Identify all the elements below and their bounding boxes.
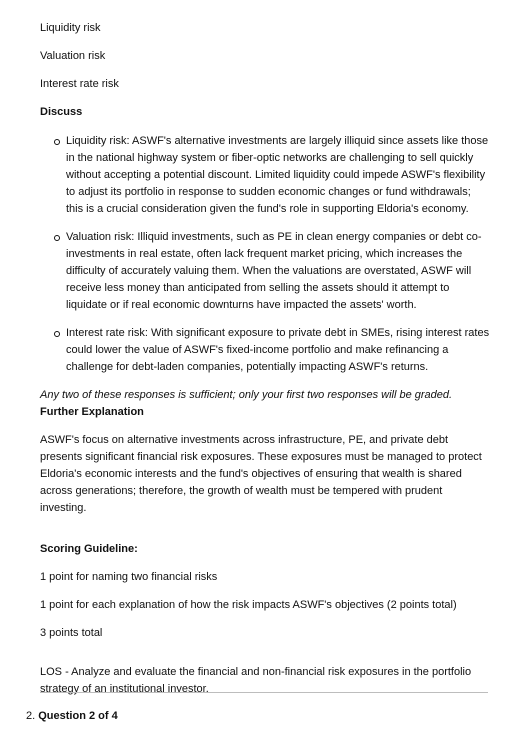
further-explanation-paragraph: ASWF's focus on alternative investments across infrastructure, PE, and private debt presents significant financial risk exposures. These exposures must be managed to protect Eldoria's economic interests and the fund's objectives of ensuring that wealth is shared across generations; therefore, the growth of wealth must be tempered with prudent investing.	[40, 434, 482, 514]
answer-content	[40, 20, 490, 708]
scoring-line-explanation: 1 point for each explanation of how the risk impacts ASWF's objectives (2 points total)	[40, 599, 457, 611]
discuss-item-text: Liquidity risk: ASWF's alternative investments are largely illiquid since assets like those in the national highway system or fiber-optic networks are challenging to sell quickly without accepting a potential discount. Limited liquidity could impede ASWF's flexibility to adjust its portfolio in response to sudden economic changes or fund withdrawals; this is a crucial consideration given the fund's role in supporting Eldoria's economy.	[66, 135, 489, 215]
hollow-circle-bullet-icon	[54, 235, 60, 241]
scoring-guideline-heading: Scoring Guideline:	[40, 543, 138, 555]
discuss-item-text: Valuation risk: Illiquid investments, such as PE in clean energy companies or debt co-investments in real estate, often lack frequent market pricing, which increases the difficulty of accurately valuing them. When the valuations are overstated, ASWF will receive less money than anticipated from selling the assets should it attempt to liquidate or if real economic downturns have impacted the assets' worth.	[66, 231, 482, 311]
risk-item-valuation: Valuation risk	[40, 50, 106, 62]
discuss-item-interest-rate	[66, 325, 490, 376]
hollow-circle-bullet-icon	[54, 139, 60, 145]
risk-item-liquidity: Liquidity risk	[40, 22, 101, 34]
question-number: 2.	[26, 710, 36, 722]
discuss-item-liquidity	[66, 133, 490, 218]
section-divider	[40, 692, 488, 693]
scoring-line-naming: 1 point for naming two financial risks	[40, 571, 218, 583]
hollow-circle-bullet-icon	[54, 331, 60, 337]
discuss-item-valuation	[66, 229, 490, 314]
grading-note: Any two of these responses is sufficient; only your first two responses will be graded.	[40, 389, 453, 401]
question-nav-item[interactable]	[26, 708, 118, 725]
discuss-item-text: Interest rate risk: With significant exposure to private debt in SMEs, rising interest rates could lower the value of ASWF's fixed-income portfolio and make refinancing a challenge for debt-laden companies, potentially impacting ASWF's returns.	[66, 327, 490, 373]
los-statement: LOS - Analyze and evaluate the financial and non-financial risk exposures in the portfolio strategy of an institutional investor.	[40, 666, 472, 695]
question-title[interactable]: Question 2 of 4	[38, 710, 118, 722]
further-explanation-heading: Further Explanation	[40, 406, 144, 418]
discuss-heading: Discuss	[40, 106, 83, 118]
scoring-line-total: 3 points total	[40, 627, 103, 639]
discuss-list	[40, 133, 490, 376]
risk-item-interest-rate: Interest rate risk	[40, 78, 119, 90]
